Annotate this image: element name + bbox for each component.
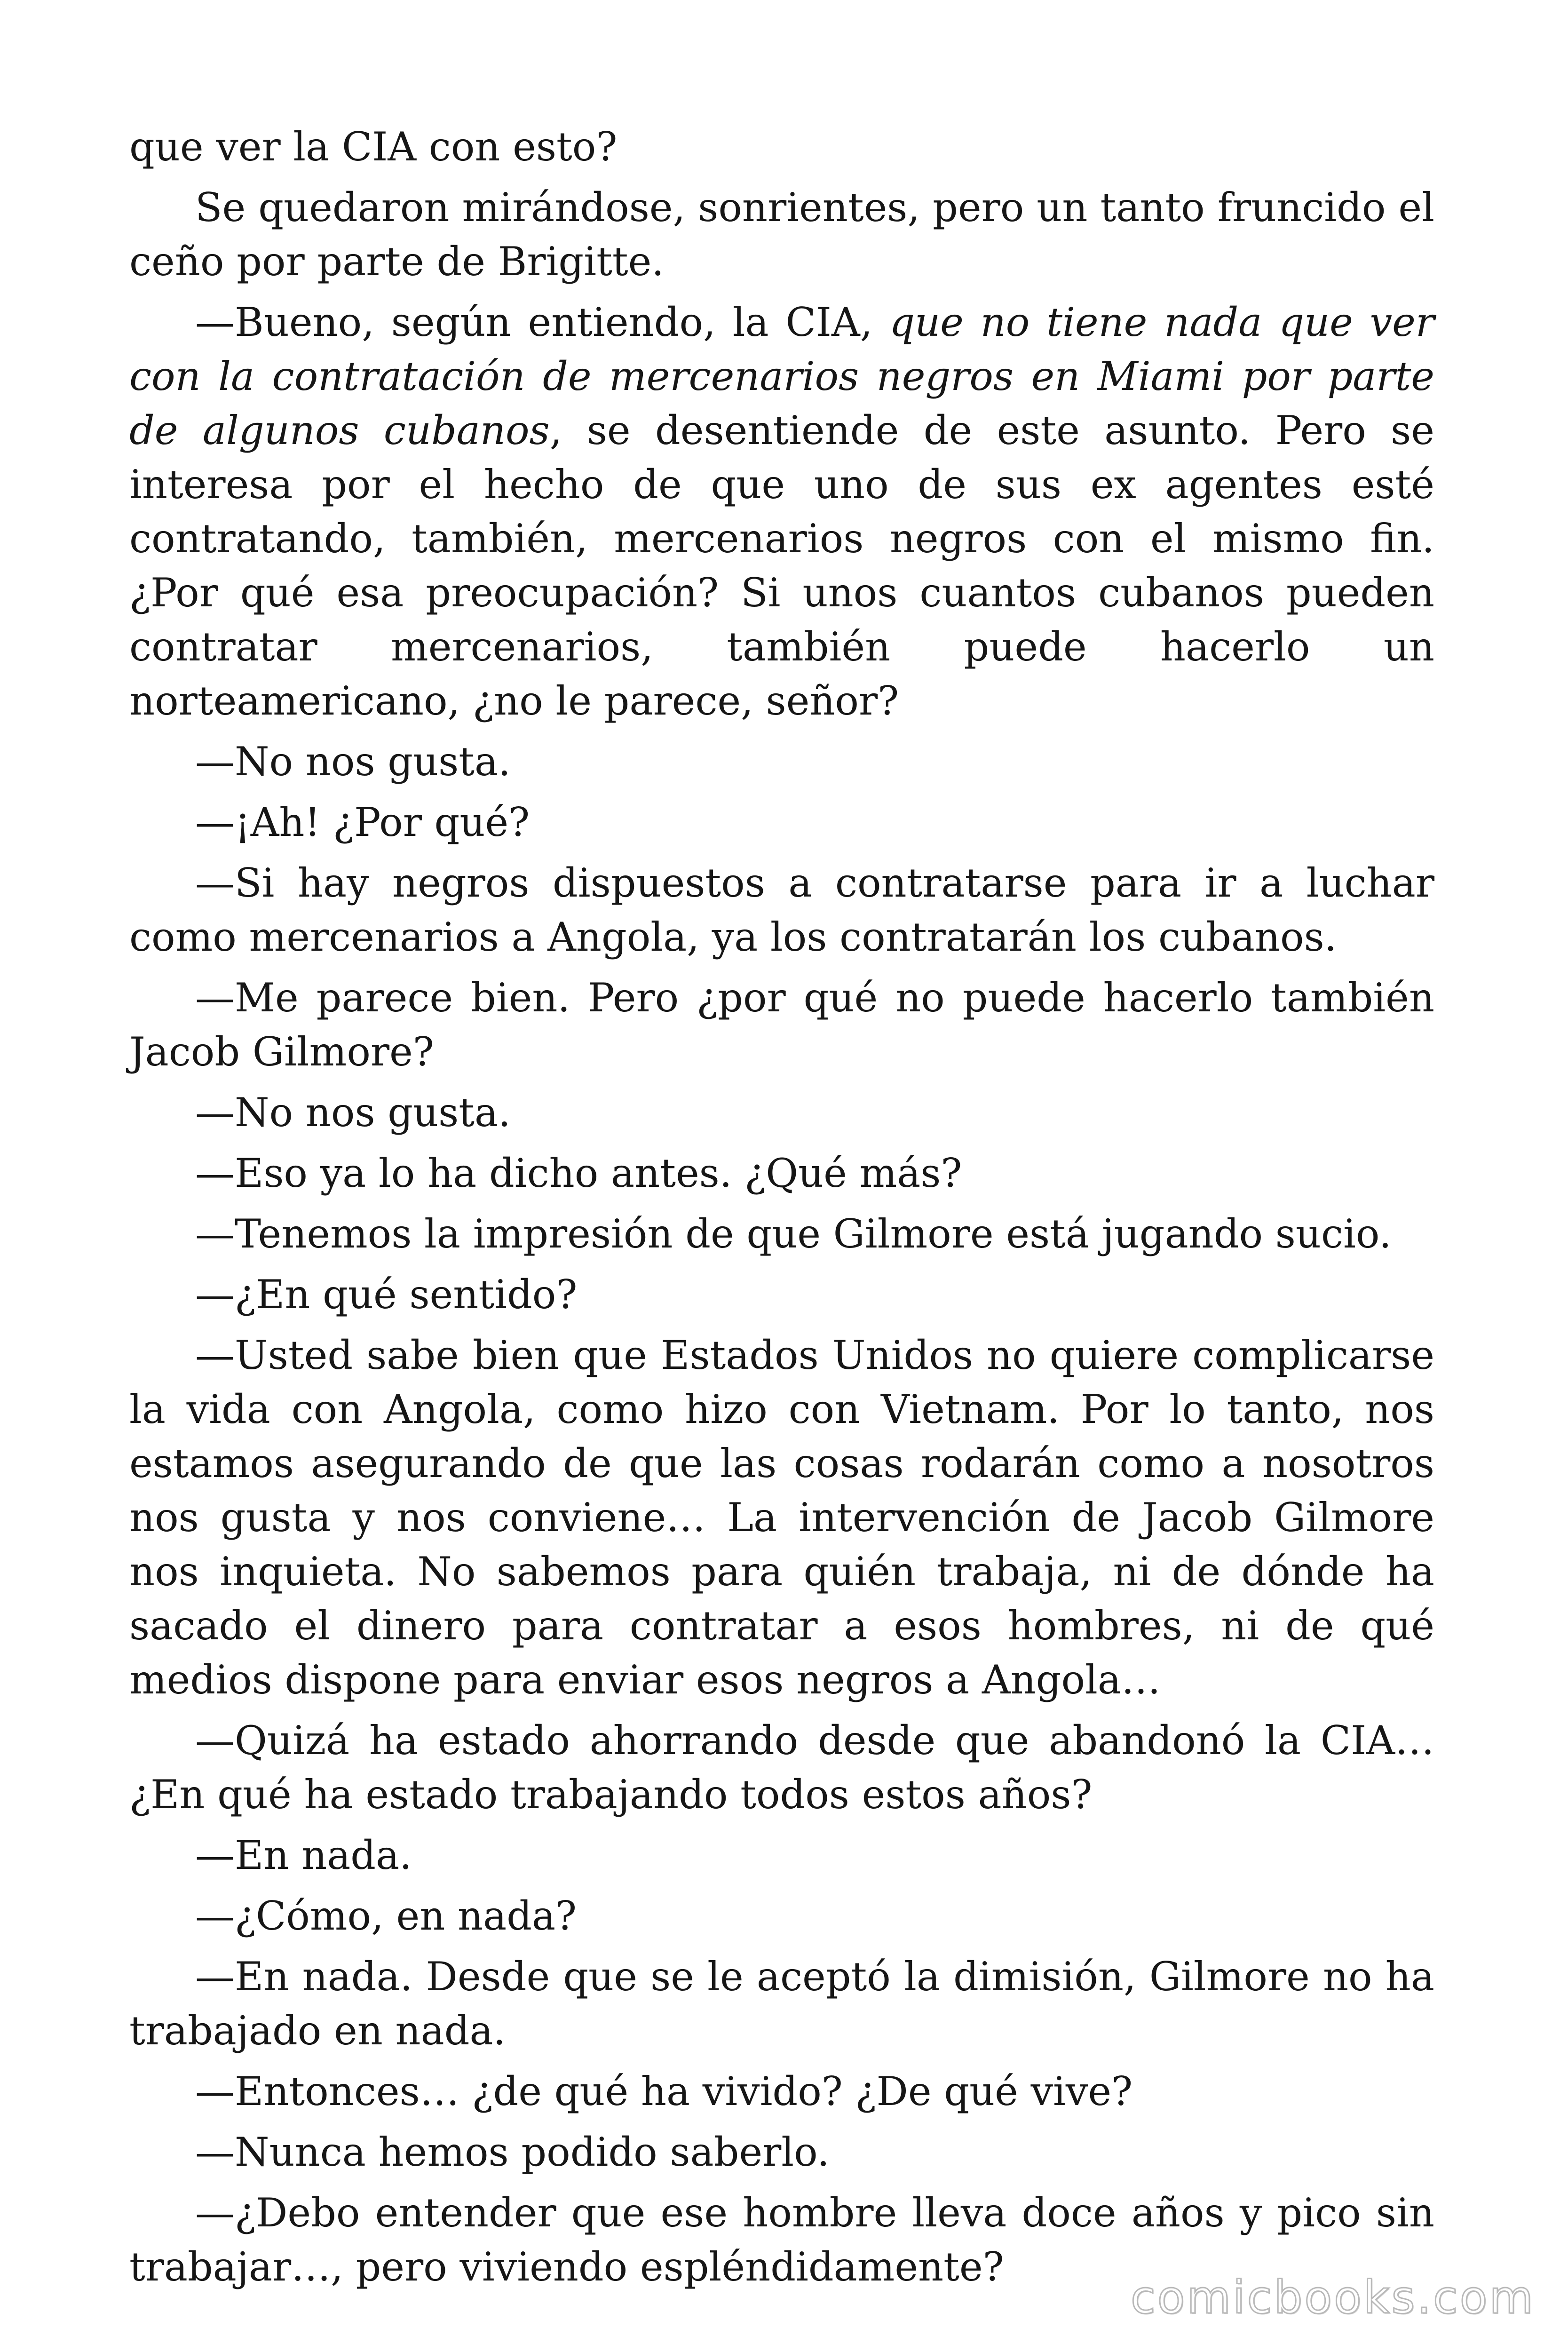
- dialogue-line: —No nos gusta.: [195, 1089, 511, 1136]
- italic-phrase: que no tiene nada que ver con la contratación de mercenarios negros en Miami por parte de algunos cubanos: [129, 299, 1434, 453]
- watermark: comicbooks.com: [1130, 2271, 1535, 2324]
- dialogue-line: —No nos gusta.: [195, 739, 511, 785]
- paragraph: Se quedaron mirándose, sonrientes, pero un tanto fruncido el ceño por parte de Brigitte.: [129, 184, 1434, 285]
- dialogue-line: —En nada.: [195, 1832, 412, 1878]
- paragraph: —Bueno, según entiendo, la CIA, que no tiene nada que ver con la contratación de mercenarios negros en Miami por parte de algunos cubanos, se desentiende de este asunto. Pero se interesa por el hecho de que uno de sus ex agentes esté contratando, también, mercenarios negros con el mismo fin. ¿Por qué esa preocupación? Si unos cuantos cubanos pueden contratar mercenarios, también puede hacerlo un norteamericano, ¿no le parece, señor?: [129, 299, 1434, 724]
- dialogue-line: —En nada. Desde que se le aceptó la dimisión, Gilmore no ha trabajado en nada.: [129, 1954, 1434, 2054]
- dialogue-line: —Entonces… ¿de qué ha vivido? ¿De qué vive?: [195, 2068, 1133, 2114]
- dialogue-line: —¡Ah! ¿Por qué?: [195, 799, 530, 845]
- dialogue-line: —Quizá ha estado ahorrando desde que abandonó la CIA… ¿En qué ha estado trabajando todos estos años?: [129, 1717, 1434, 1818]
- dialogue-line: —¿En qué sentido?: [195, 1271, 578, 1318]
- dialogue-line: —Si hay negros dispuestos a contratarse para ir a luchar como mercenarios a Angola, ya los contratarán los cubanos.: [129, 860, 1434, 960]
- dialogue-line: —Me parece bien. Pero ¿por qué no puede hacerlo también Jacob Gilmore?: [129, 975, 1434, 1075]
- dialogue-line: —Tenemos la impresión de que Gilmore está jugando sucio.: [195, 1211, 1392, 1257]
- paragraph: que ver la CIA con esto?: [129, 124, 618, 170]
- dialogue-line: —Usted sabe bien que Estados Unidos no quiere complicarse la vida con Angola, como hizo con Vietnam. Por lo tanto, nos estamos asegurando de que las cosas rodarán como a nosotros nos gusta y nos conviene… La intervención de Jacob Gilmore nos inquieta. No sabemos para quién trabaja, ni de dónde ha sacado el dinero para contratar a esos hombres, ni de qué medios dispone para enviar esos negros a Angola…: [129, 1332, 1434, 1703]
- dialogue-line: —Eso ya lo ha dicho antes. ¿Qué más?: [195, 1150, 962, 1196]
- dialogue-line: —¿Debo entender que ese hombre lleva doce años y pico sin trabajar…, pero viviendo espléndidamente?: [129, 2190, 1434, 2290]
- body-text: [129, 120, 1434, 2294]
- dialogue-line: —Nunca hemos podido saberlo.: [195, 2129, 830, 2175]
- dialogue-line: —¿Cómo, en nada?: [195, 1893, 577, 1939]
